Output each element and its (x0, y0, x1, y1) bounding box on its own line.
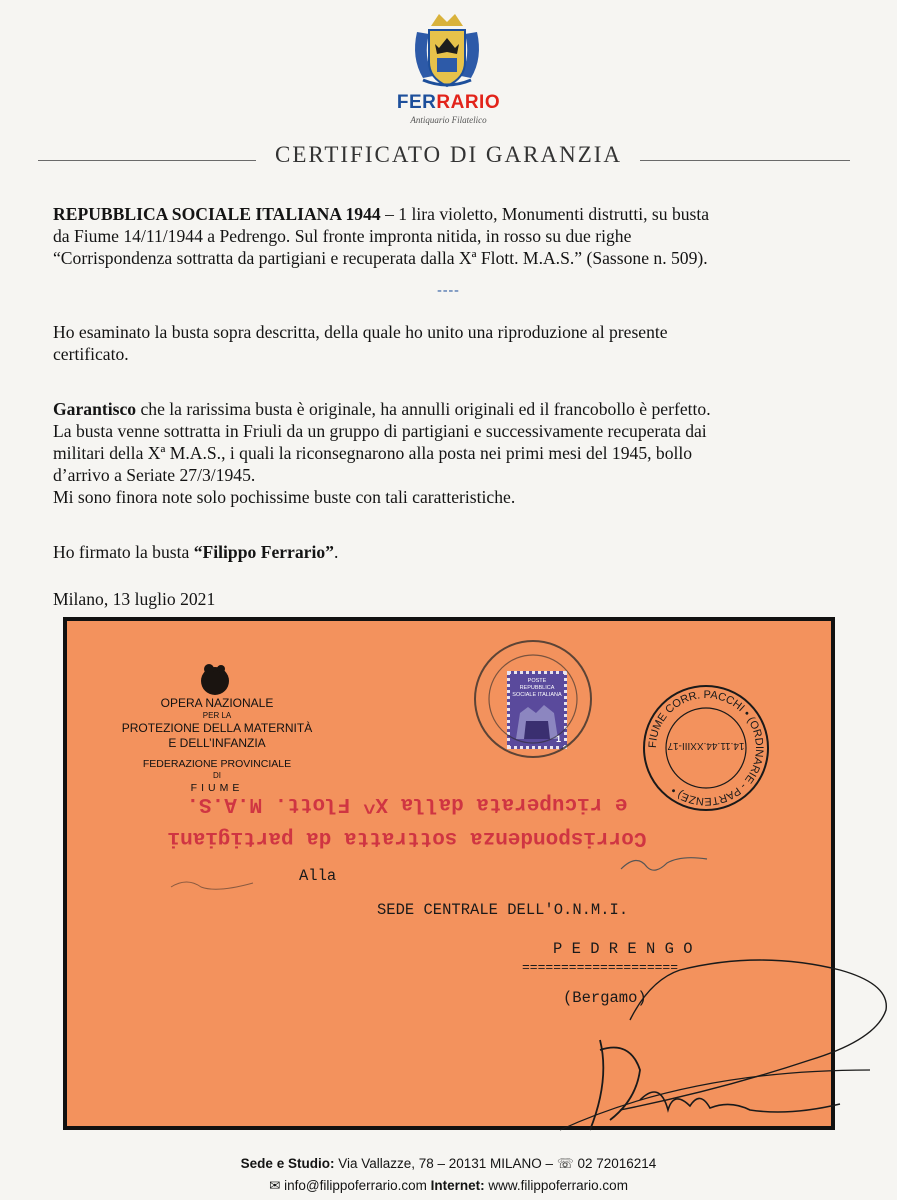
examination-line-2: certificato. (53, 344, 129, 364)
footer-email-link[interactable]: info@filippoferrario.com (280, 1178, 431, 1193)
place-date: Milano, 13 luglio 2021 (53, 589, 216, 609)
footer-address-line: Sede e Studio: Via Vallazze, 78 – 20131 MILANO – ☏ 02 72016214 (240, 1156, 657, 1171)
postmark-ring-text: FIUME CORR. PACCHI • (ORDINARIE - PARTENZE) • (646, 688, 766, 808)
footer-website-link[interactable]: www.filippoferrario.com (484, 1178, 628, 1193)
stamp-text-1: POSTE REPUBBLICA (519, 678, 555, 691)
org-line-1: OPERA NAZIONALE (160, 696, 274, 710)
guarantee-line-3: militari della Xª M.A.S., i quali la riconsegnarono alla posta nei primi mesi del 1945, bollo (53, 443, 693, 463)
org-line-2: PER LA (202, 711, 232, 720)
examination-line-1: Ho esaminato la busta sopra descritta, della quale ho unito una riproduzione al presente (53, 322, 668, 342)
onmi-emblem-icon (195, 659, 235, 699)
address-province: (Bergamo) (563, 989, 647, 1007)
mail-icon: ✉ (269, 1178, 281, 1193)
federation-line-2: DI (213, 771, 221, 780)
org-line-4: E DELL’INFANZIA (168, 736, 266, 750)
ferrario-crest-logo (409, 8, 485, 92)
address-to: Alla (299, 867, 337, 885)
stamp-value: 1 (555, 734, 561, 744)
footer-contact-line: ✉ info@filippoferrario.com Internet: www.filippoferrario.com (269, 1178, 628, 1193)
red-stamp-line-2: e ricuperata dalla X^ Flott. M.A.S. (186, 792, 628, 815)
address-city-underline: ==================== (522, 960, 679, 975)
description-line-3: “Corrispondenza sottratta da partigiani e recuperata dalla Xª Flott. M.A.S.” (Sassone n. 509). (53, 248, 708, 268)
federation-line-1: FEDERAZIONE PROVINCIALE (142, 758, 292, 770)
separator: ---- (437, 283, 460, 298)
org-line-3: PROTEZIONE DELLA MATERNITÀ (121, 721, 313, 735)
address-city: P E D R E N G O (553, 940, 693, 958)
description-line-1: REPUBBLICA SOCIALE ITALIANA 1944 – 1 lira violetto, Monumenti distrutti, su busta (53, 204, 710, 224)
guarantee-line-2: La busta venne sottratta in Friuli da un gruppo di partigiani e successivamente recuperata dai (53, 421, 707, 441)
footer-phone[interactable]: 02 72016214 (573, 1156, 657, 1171)
postmark-fiume (641, 683, 771, 813)
pencil-scribble-icon (167, 873, 257, 895)
sender-organization (117, 696, 317, 795)
federation-line-3: FIUME (190, 782, 244, 794)
description-line-2: da Fiume 14/11/1944 a Pedrengo. Sul fronte impronta nitida, in rosso su due righe (53, 226, 632, 246)
pencil-mark-icon (617, 849, 717, 879)
postmark-cancel-partial (463, 639, 613, 759)
guarantee-line-5: Mi sono finora note solo pochissime buste con tali caratteristiche. (53, 487, 516, 507)
brand-name: FERRARIO (396, 92, 501, 113)
stamp-text-2: SOCIALE ITALIANA (512, 692, 562, 698)
postmark-date: 14.11.44.XXIII-17 (667, 740, 745, 751)
brand-tagline: Antiquario Filatelico (410, 115, 487, 125)
envelope-image (63, 617, 835, 1130)
certificate-title: CERTIFICATO DI GARANZIA (274, 142, 623, 167)
address-name: SEDE CENTRALE DELL'O.N.M.I. (377, 901, 629, 919)
phone-icon: ☏ (556, 1156, 574, 1171)
signature-statement: Ho firmato la busta “Filippo Ferrario”. (53, 542, 339, 562)
guarantee-line-4: d’arrivo a Seriate 27/3/1945. (53, 465, 256, 485)
guarantee-line-1: Garantisco che la rarissima busta è originale, ha annulli originali ed il francobollo è perfetto. (53, 399, 711, 419)
partisan-red-handstamp (147, 786, 667, 854)
red-stamp-line-1: Corrispondenza sottratta da partigiani (167, 826, 647, 849)
